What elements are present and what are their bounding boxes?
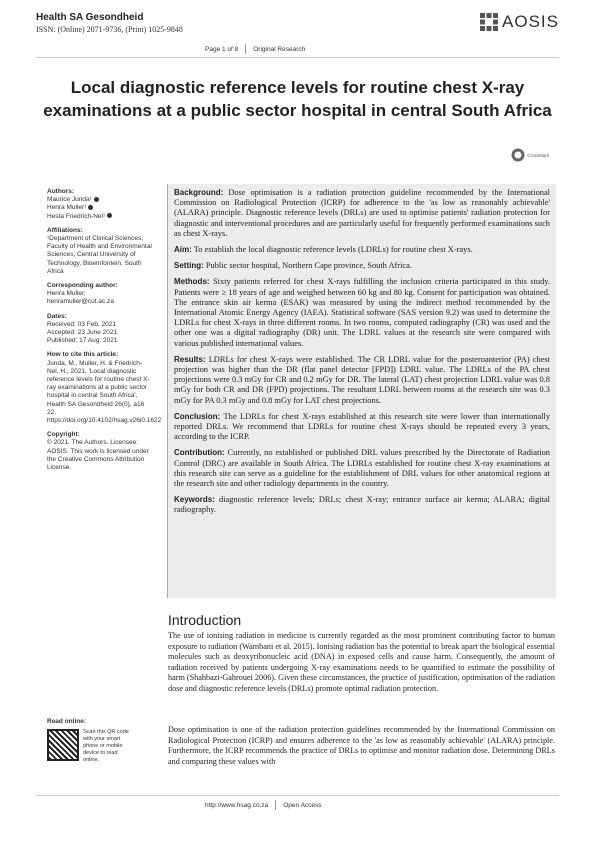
- intro-paragraph-1: The use of ionising radiation in medicine is currently regarded as the most prominent contributing factor to human exposure to radiation (Wambani et al. 2015). Ionising radiation has the potential to break apart the biological essential molecules such as deoxyribonucleic acid (DNA) in exposed cells and cause harm. Consequently, the amount of radiation received by patients undergoing X-ray examinations needs to be quantified to estimate the possibility of harm (Shahbazi-Gahrouei 2006). Given these circumstances, the practice of justification, optimisation of the radiation dose and diagnostic reference levels (DRLs) promote optimal radiation protection.: [168, 631, 555, 693]
- affiliations-text: ¹Department of Clinical Sciences, Faculty of Health and Environmental Sciences, Central University of Technology, Bloemfontein, South Africa: [47, 235, 152, 275]
- author-item[interactable]: Hesta Friedrich-Nel¹: [47, 213, 153, 221]
- abstract-conclusion: Conclusion: The LDRLs for chest X-rays established at this research site were lower than internationally reported DRLs. We recommend that LDRLs for routine chest X-rays should be repeated every 3 years, according to the ICRP.: [174, 411, 551, 442]
- footer-divider: [36, 795, 559, 796]
- orcid-icon[interactable]: [88, 205, 93, 210]
- intro-paragraph-2: Dose optimisation is one of the radiation protection guidelines recommended by the International Commission on Radiological Protection (ICRP) and ensures adherence to the 'as low as reasonably achievable' (ALARA) principle. Furthermore, the ICRP recommends the practice of DRLs to optimise and monitor radiation dose. Determining DRLs and comparing these values with: [168, 725, 555, 766]
- abstract-keywords: Keywords: diagnostic reference levels; DRLs; chest X-ray; entrance surface air kerma; ALARA; digital radiography.: [174, 495, 551, 515]
- date-received: Received: 03 Feb. 2021: [47, 320, 117, 328]
- copyright-heading: Copyright:: [47, 431, 80, 439]
- page-info-bar: [205, 44, 305, 54]
- author-item[interactable]: Henra Muller¹: [47, 204, 153, 212]
- authors-heading: Authors:: [47, 188, 75, 195]
- abstract-methods: Methods: Sixty patients referred for chest X-rays fulfilling the inclusion criteria participated in this study. Patients were ≥ 18 years of age and weighed between 60 kg and 80 kg. Consent for participation was obtained. The entrance skin air kerma (ESAK) was measured by using the indirect method recommended by the International Atomic Energy Agency (IAEA). Statistical software (SAS version 9.2) was used to determine the LDRLs for chest X-rays in three different rooms. In two rooms, computed radiography (CR) was used and the other one was a digital radiography (DR) unit. The LDRL values at the research site were compared with various published international values.: [174, 277, 551, 348]
- article-section: Original Research: [253, 45, 306, 53]
- open-access-label: Open Access: [283, 801, 322, 809]
- crossmark-icon: [511, 148, 525, 162]
- date-accepted: Accepted: 23 June 2021: [47, 329, 118, 337]
- journal-url[interactable]: http://www.hsag.co.za: [205, 801, 269, 809]
- orcid-icon[interactable]: [94, 197, 99, 202]
- cite-heading: How to cite this article:: [47, 351, 119, 359]
- abstract-contribution: Contribution: Currently, no established or published DRL values prescribed by the Directorate of Radiation Control (DRC) are available in South Africa. The LDRLs established for routine chest X-ray examinations at this research site can serve as a guideline for the establishment of DRL values for other anatomical regions at the research site and other radiology departments in the country.: [174, 448, 550, 489]
- abstract-results: Results: LDRLs for chest X-rays were established. The CR LDRL value for the posteroanterior (PA) chest projection was higher than the DR (flat panel detector [FPD]) LDRL value. The LDRLs of the PA chest projections were 0.3 mGy for CR and 0.2 mGy for DR. The lateral (LAT) chest projection LDRL value was 0.8 mGy for both CR and DR (FPD) projections. The resultant LDRL between rooms at the research site was 0.3 mGy for PA 0.3 mGy and 0.8 mGy for LAT chest projections.: [174, 354, 550, 405]
- introduction-heading: Introduction: [168, 612, 242, 628]
- aosis-logo: [480, 12, 559, 32]
- abstract-aim: Aim: To establish the local diagnostic reference levels (LDRLs) for routine chest X-rays.: [174, 245, 473, 255]
- qr-code-icon[interactable]: [47, 729, 79, 761]
- abstract-box: [167, 184, 556, 598]
- journal-name: Health SA Gesondheid: [36, 12, 144, 23]
- article-sidebar: [47, 188, 162, 472]
- aosis-logo-text: AOSIS: [502, 12, 559, 31]
- read-online: [47, 718, 153, 764]
- page-number: Page 1 of 8: [205, 45, 239, 53]
- abstract-background: Background: Dose optimisation is a radiation protection guideline recommended by the International Commission on Radiological Protection (ICRP) for adherence to the 'as low as reasonably achievable' (ALARA) principle. Diagnostic reference levels (DRLs) are used to optimise patients' radiation protection for diagnostic and interventional procedures and are particularly useful for frequently performed examinations such as chest X-rays.: [174, 188, 551, 238]
- issn: ISSN: (Online) 2071-9736, (Print) 1025-9848: [36, 25, 183, 34]
- read-online-heading: Read online:: [47, 718, 87, 725]
- dates-heading: Dates:: [47, 312, 67, 320]
- author-item[interactable]: Maurice Junda¹: [47, 196, 153, 204]
- orcid-icon[interactable]: [107, 213, 112, 218]
- aosis-logo-icon: [480, 13, 498, 31]
- crossmark-badge[interactable]: [511, 148, 549, 162]
- header-divider: [36, 57, 559, 58]
- cite-text[interactable]: Junda, M., Muller, H. & Friedrich-Nel, H., 2021, 'Local diagnostic reference levels for routine chest X-ray examinations at a public sector hospital in central South Africa', Health SA Gesondheid 26(0), a16 22. https://doi.org/10.4102/hsag.v26i0.1622: [47, 359, 162, 425]
- corresponding-heading: Corresponding author:: [47, 282, 118, 290]
- affiliations-heading: Affiliations:: [47, 226, 83, 234]
- corresponding-text[interactable]: Henra Muller, henramuller@cut.ac.za: [47, 290, 114, 306]
- footer: [205, 800, 322, 810]
- abstract-setting: Setting: Public sector hospital, Northern Cape province, South Africa.: [174, 261, 412, 271]
- read-online-text: Scan this QR code with your smart phone or mobile device to read online.: [83, 729, 129, 763]
- crossmark-label: CrossMark: [527, 152, 549, 158]
- copyright-text: © 2021. The Authors. Licensee: AOSIS. This work is licensed under the Creative Commons Attribution License.: [47, 439, 149, 472]
- date-published: Published: 17 Aug. 2021: [47, 337, 118, 345]
- article-title: Local diagnostic reference levels for routine chest X-ray examinations at a public sector hospital in central South Africa: [43, 78, 552, 120]
